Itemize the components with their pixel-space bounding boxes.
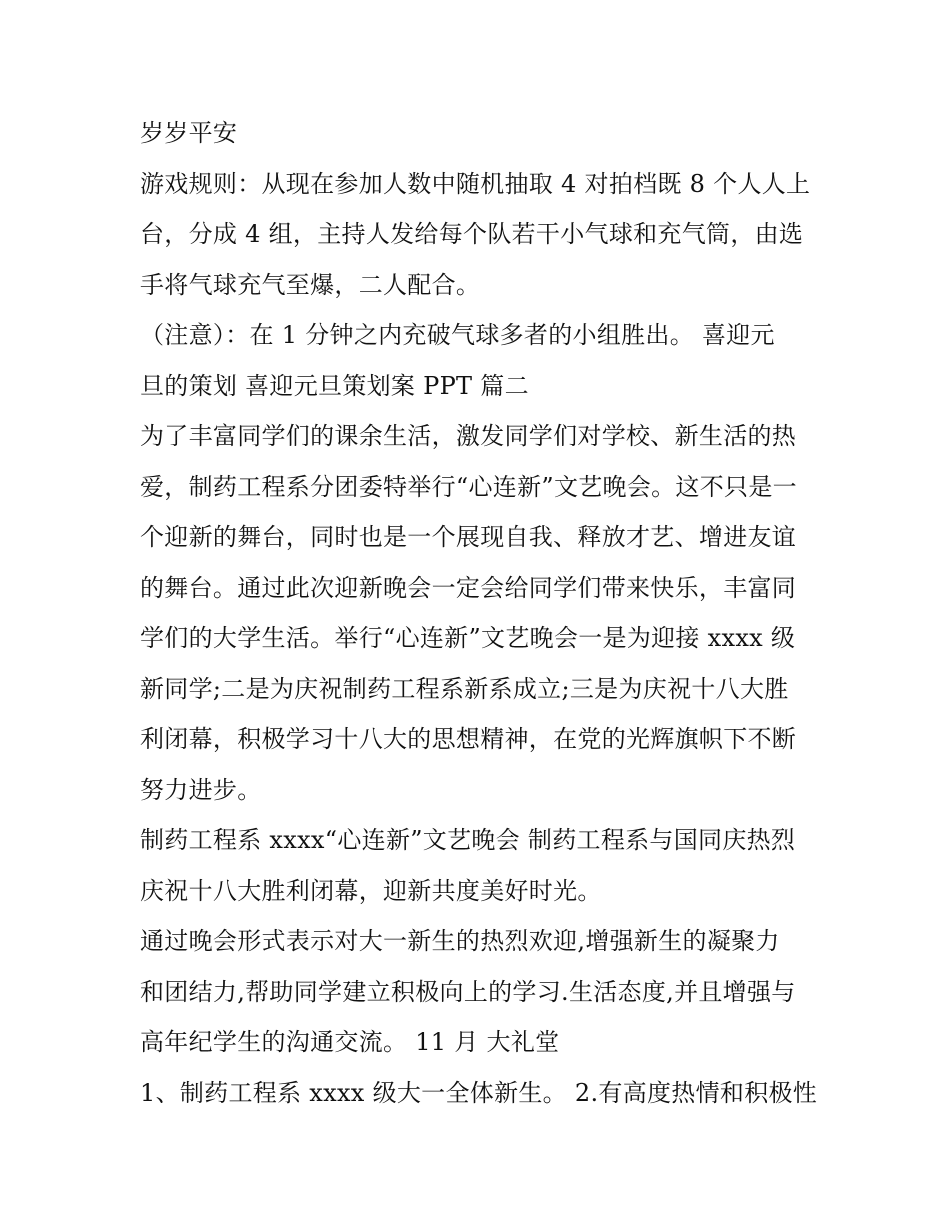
text-line: 旦的策划 喜迎元旦策划案 PPT 篇二 [140,371,529,400]
text-line: （注意）：在 1 分钟之内充破气球多者的小组胜出。 喜迎元 [140,321,775,349]
text-line: 1、制药工程系 xxxx 级大一全体新生。 2.有高度热情和积极性 [140,1078,818,1107]
document-body [140,108,820,1118]
text-line: 通过晚会形式表示对大一新生的热烈欢迎,增强新生的凝聚力 [140,927,780,955]
text-line: 庆祝十八大胜利闭幕，迎新共度美好时光。 [140,876,602,905]
text-line: 的舞台。通过此次迎新晚会一定会给同学们带来快乐，丰富同 [140,573,797,602]
text-line: 学们的大学生活。举行“心连新”文艺晚会一是为迎接 xxxx 级 [140,624,796,652]
text-line: 爱，制药工程系分团委特举行“心连新”文艺晚会。这不只是一 [140,472,797,501]
text-line: 和团结力,帮助同学建立积极向上的学习.生活态度,并且增强与 [140,977,796,1006]
text-line: 制药工程系 xxxx“心连新”文艺晚会 制药工程系与国同庆热烈 [140,826,796,854]
text-line: 手将气球充气至爆，二人配合。 [140,270,481,299]
text-line: 台，分成 4 组，主持人发给每个队若干小气球和充气筒，由选 [140,220,804,248]
text-line: 为了丰富同学们的课余生活，激发同学们对学校、新生活的热 [140,422,797,450]
text-line: 努力进步。 [140,775,262,804]
text-line: 利闭幕，积极学习十八大的思想精神，在党的光辉旗帜下不断 [140,725,797,753]
text-line: 游戏规则：从现在参加人数中随机抽取 4 对拍档既 8 个人人上 [140,169,811,198]
text-line: 岁岁平安 [140,119,238,147]
text-line: 个迎新的舞台，同时也是一个展现自我、释放才艺、增进友谊 [140,523,797,551]
text-line: 高年纪学生的沟通交流。 11 月 大礼堂 [140,1028,560,1056]
text-line: 新同学;二是为庆祝制药工程系新系成立;三是为庆祝十八大胜 [140,674,789,703]
